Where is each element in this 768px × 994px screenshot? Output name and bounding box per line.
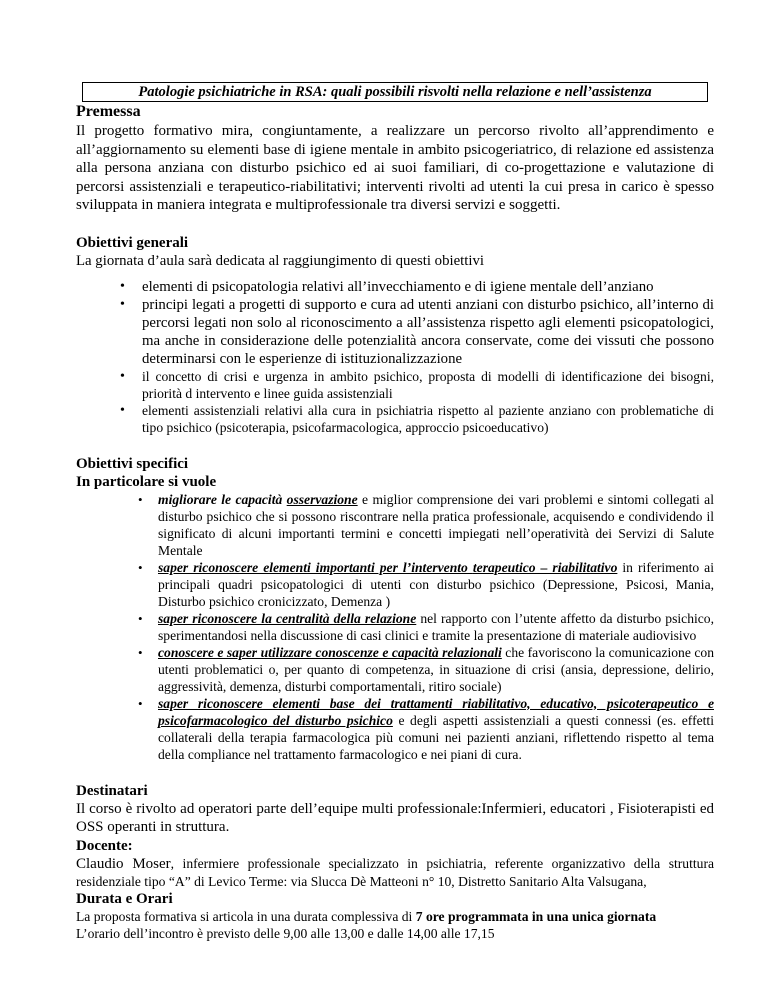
docente-name: Claudio Moser <box>76 855 171 872</box>
premessa-text: Il progetto formativo mira, congiuntamente, a realizzare un percorso rivolto all’apprendimento e all’aggiornamento su elementi base di igiene mentale in ambito psicogeriatrico, di relazione ed assistenza alla persona anziana con disturbo psichico ed ai suoi familiari, di co-progettazione e valutazione di percorsi assistenziali e terapeutico-riabilitativi; interventi rivolti ad utenti la cui presa in carico è spesso sviluppata in maniera integrata e multiprofessionale tra diversi servizi e soggetti. <box>76 123 714 213</box>
list-item: • il concetto di crisi e urgenza in ambito psichico, proposta di modelli di identificazione dei bisogni, priorità d intervento e linee guida assistenziali <box>142 368 714 402</box>
document-title: Patologie psichiatriche in RSA: quali possibili risvolti nella relazione e nell’assistenza <box>82 82 708 102</box>
docente-description: , infermiere professionale specializzato in psichiatria, referente organizzativo della struttura residenziale tipo “A” di Levico Terme: via Slucca Dè Matteoni n° 10, Distretto Sanitario Alta Valsugana, <box>76 855 715 889</box>
item-text: e degli aspetti assistenziali a questi connessi (es. effetti collaterali della terapia farmacologica più comuni nei pazienti anziani, riflettendo rispetto al tema della compliance nel trattamento farmacologico e nei piani di cura. <box>158 712 714 762</box>
list-item: • elementi assistenziali relativi alla cura in psichiatria rispetto al paziente anziano con problematiche di tipo psichico (psicoterapia, psicofarmacologica, approccio psicoeducativo) <box>142 402 714 436</box>
premessa-heading: Premessa <box>76 103 141 120</box>
document-page <box>76 82 714 942</box>
item-lead: migliorare le capacità <box>158 491 287 507</box>
durata-heading: Durata e Orari <box>76 890 173 907</box>
list-item <box>158 644 714 695</box>
list-item: • principi legati a progetti di supporto e cura ad utenti anziani con disturbo psichico, all’interno di percorsi legati non solo al riconoscimento a all’assistenza rispetto agli elementi psicopatologici, ma anche in considerazione delle potenzialità ancora conservate, come dei vissuti che possono determinarsi con le esperienze di istituzionalizzazione <box>142 296 714 368</box>
list-item <box>158 559 714 610</box>
docente-text <box>76 855 714 890</box>
durata-text-bold: 7 ore programmata in una unica giornata <box>415 908 657 924</box>
item-lead: conoscere e saper utilizzare conoscenze e capacità relazionali <box>158 644 502 660</box>
durata-text <box>76 908 714 925</box>
item-text: e miglior comprensione dei vari problemi e sintomi collegati al disturbo psichico che si possono riscontrare nella pratica professionale, acquisendo e condividendo il significato di alcuni importanti termini e concetti impiegati nell’operatività dei Servizi di Salute Mentale <box>158 491 714 558</box>
item-lead: saper riconoscere elementi importanti per l’intervento <box>158 559 473 575</box>
obiettivi-generali-heading: Obiettivi generali <box>76 234 189 251</box>
destinatari-heading: Destinatari <box>76 782 148 799</box>
item-text: in riferimento ai principali quadri psicopatologici di utenti con disturbo psichico (Depressione, Psicosi, Mania, Disturbo psichico cronicizzato, Demenza ) <box>158 559 714 609</box>
obiettivi-generali-list <box>142 278 714 436</box>
obiettivi-generali-intro: La giornata d’aula sarà dedicata al raggiungimento di questi obiettivi <box>76 252 485 269</box>
item-lead: saper riconoscere la centralità della relazione <box>158 610 417 626</box>
item-text: nel rapporto con l’utente affetto da disturbo psichico, sperimentandosi nella discussione di casi clinici e tramite la presentazione di materiale audiovisivo <box>158 610 714 643</box>
item-lead: saper riconoscere elementi base dei trattamenti riabilitativo, educativo, psicoterapeutico e psicofarmacologico del disturbo psichico <box>158 695 714 728</box>
obiettivi-specifici-heading: Obiettivi specifici <box>76 455 189 472</box>
docente-heading: Docente: <box>76 837 133 854</box>
durata-text-a: La proposta formativa si articola in una durata complessiva di <box>76 908 416 924</box>
list-item: • elementi di psicopatologia relativi all’invecchiamento e di igiene mentale dell’anziano <box>142 278 714 296</box>
list-item <box>158 491 714 559</box>
item-text: che favoriscono la comunicazione con utenti problematici o, per quanto di competenza, in situazione di crisi (ansia, depressione, delirio, aggressività, demenza, disturbi comportamentali, ritiro sociale) <box>158 644 714 694</box>
orari-text: L’orario dell’incontro è previsto delle 9,00 alle 13,00 e dalle 14,00 alle 17,15 <box>76 925 495 941</box>
obiettivi-specifici-subheading: In particolare si vuole <box>76 473 217 490</box>
list-item <box>158 610 714 644</box>
destinatari-text: Il corso è rivolto ad operatori parte dell’equipe multi professionale:Infermieri, educatori , Fisioterapisti ed OSS operanti in struttura. <box>76 800 714 835</box>
item-lead-underlined: terapeutico – riabilitativo <box>472 559 618 575</box>
item-lead-underlined: osservazione <box>286 491 358 507</box>
list-item <box>158 695 714 763</box>
obiettivi-specifici-list <box>158 491 714 763</box>
